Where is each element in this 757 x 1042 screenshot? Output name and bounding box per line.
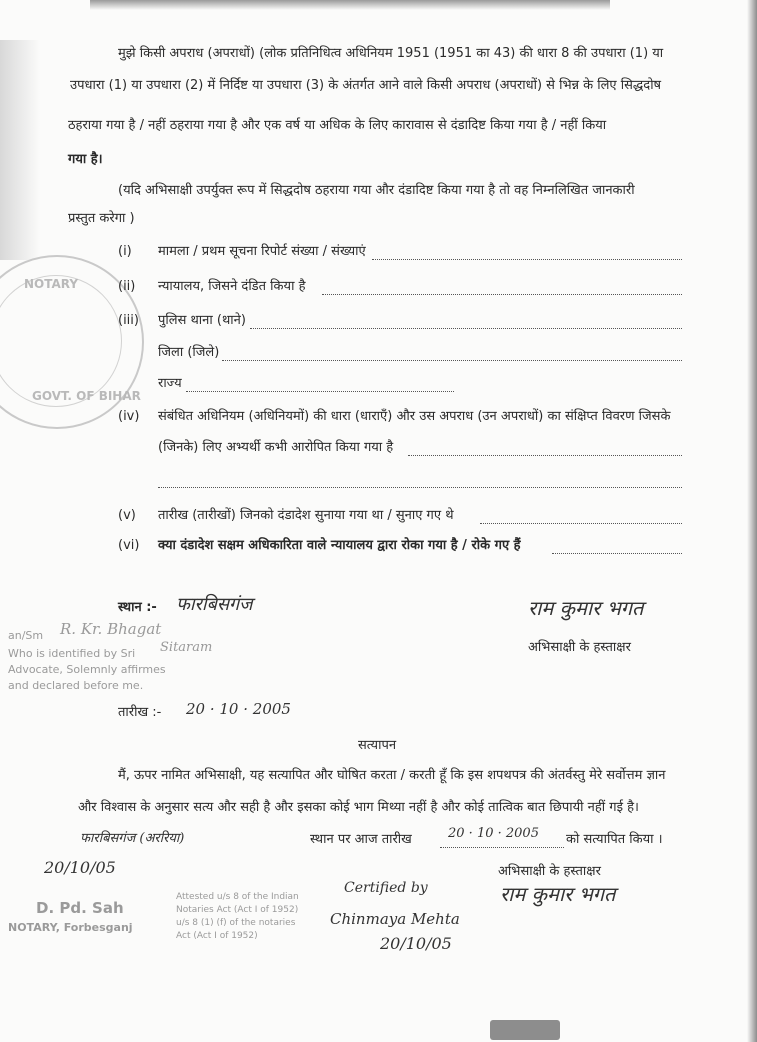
intro-line-4: गया है। [68,152,103,167]
item-ii-number: (ii) [118,279,136,294]
item-i-number: (i) [118,244,132,259]
verification-place-handwritten: फारबिसगंज (अररिया) [80,831,185,846]
intro-line-1: मुझे किसी अपराध (अपराधों) (लोक प्रतिनिधित्व अधिनियम 1951 (1951 का 43) की धारा 8 की उपधारा (1) या [118,46,664,61]
verification-date-handwritten: 20 · 10 · 2005 [448,826,539,841]
certifier-date-handwritten: 20/10/05 [380,934,452,953]
item-iv-number: (iv) [118,409,140,424]
condition-line-2: प्रस्तुत करेगा ) [68,211,135,226]
certified-by-handwritten: Certified by [344,880,428,896]
verification-line-2: और विश्वास के अनुसार सत्य और सही है और इसका कोई भाग मिथ्या नहीं है और कोई तात्विक बात छिपायी नहीं गई है। [78,800,639,815]
scan-top-edge [90,0,610,10]
date-handwritten: 20 · 10 · 2005 [186,700,291,718]
intro-line-2: उपधारा (1) या उपधारा (2) में निर्दिष्ट या उपधारा (3) के अंतर्गत आने वाले किसी अपराध (अपराधों) से भिन्न के लिए सिद्धदोष [70,78,662,93]
item-vi-number: (vi) [118,538,140,553]
footer-stamp-mark [490,1020,560,1040]
item-iii-state-blank [186,390,454,392]
item-iii-blank [250,327,682,329]
item-iii-district-label: जिला (जिले) [158,345,220,360]
item-iii-label: पुलिस थाना (थाने) [158,313,246,328]
verification-signature: राम कुमार भगत [500,882,616,906]
verification-title: सत्यापन [358,738,397,753]
item-vi-label: क्या दंडादेश सक्षम अधिकारिता वाले न्यायालय द्वारा रोका गया है / रोके गए हैं [158,538,521,553]
date-label: तारीख :- [118,705,162,720]
item-vi-blank [552,552,682,554]
item-iii-state-label: राज्य [158,376,182,391]
deponent-signature-caption: अभिसाक्षी के हस्ताक्षर [528,640,631,655]
item-ii-label: न्यायालय, जिसने दंडित किया है [158,279,306,294]
notary-stamp-line-4: and declared before me. [8,679,144,692]
item-iii-number: (iii) [118,313,139,328]
notary-initials-handwritten: 20/10/05 [44,858,116,877]
verification-signature-caption: अभिसाक्षी के हस्ताक्षर [498,864,601,879]
notary-stamp-line-3: Advocate, Solemnly affirmes [8,663,166,676]
item-i-blank [372,258,682,260]
item-iv-blank-1 [408,454,682,456]
notary-stamp-line-2: Who is identified by Sri [8,647,136,660]
attestation-stamp-line-4: Act (Act I of 1952) [176,931,258,941]
notary-stamp-line-1-hand: R. Kr. Bhagat [60,620,162,638]
notary-stamp-line-2-hand: Sitaram [160,640,213,655]
item-iv-line-1: संबंधित अधिनियम (अधिनियमों) की धारा (धाराएँ) और उस अपराध (उन अपराधों) का संक्षिप्त विवरण जिसके [158,409,671,424]
item-iv-line-2: (जिनके) लिए अभ्यर्थी कभी आरोपित किया गया है [158,440,394,455]
intro-line-3: ठहराया गया है / नहीं ठहराया गया है और एक वर्ष या अधिक के लिए कारावास से दंडादिष्ट किया गया है / नहीं किया [68,118,607,133]
item-v-number: (v) [118,508,136,523]
attestation-stamp-line-3: u/s 8 (1) (f) of the notaries [176,918,296,928]
notary-name: D. Pd. Sah [36,899,124,917]
verification-line-3-end: को सत्यापित किया । [566,832,663,847]
attestation-stamp-line-2: Notaries Act (Act I of 1952) [176,905,299,915]
scan-fold-shadow [0,40,40,260]
notary-title: NOTARY, Forbesganj [8,921,133,934]
attestation-stamp-line-1: Attested u/s 8 of the Indian [176,892,299,902]
item-iv-blank-2 [158,486,682,488]
place-label: स्थान :- [118,600,157,615]
item-v-label: तारीख (तारीखों) जिनको दंडादेश सुनाया गया था / सुनाए गए थे [158,508,454,523]
item-v-blank [480,522,682,524]
deponent-signature: राम कुमार भगत [528,596,644,620]
item-iii-district-blank [222,359,682,361]
notary-seal-stamp: NOTARY GOVT. OF BIHAR [0,255,144,429]
place-handwritten: फारबिसगंज [176,594,253,615]
verification-date-blank [440,846,564,848]
item-i-label: मामला / प्रथम सूचना रिपोर्ट संख्या / संख्याएं [158,244,366,259]
scan-right-edge [747,0,757,1042]
verification-line-1: मैं, ऊपर नामित अभिसाक्षी, यह सत्यापित और घोषित करता / करती हूँ कि इस शपथपत्र की अंतर्वस्तु मेरे सर्वोत्तम ज्ञान [118,768,666,783]
item-ii-blank [322,293,682,295]
condition-line-1: (यदि अभिसाक्षी उपर्युक्त रूप में सिद्धदोष ठहराया गया और दंडादिष्ट किया गया है तो वह निम्नलिखित जानकारी [118,183,635,198]
verification-line-3-mid: स्थान पर आज तारीख [310,832,412,847]
notary-stamp-line-1: an/Sm [8,629,44,642]
certifier-name-handwritten: Chinmaya Mehta [330,910,460,928]
